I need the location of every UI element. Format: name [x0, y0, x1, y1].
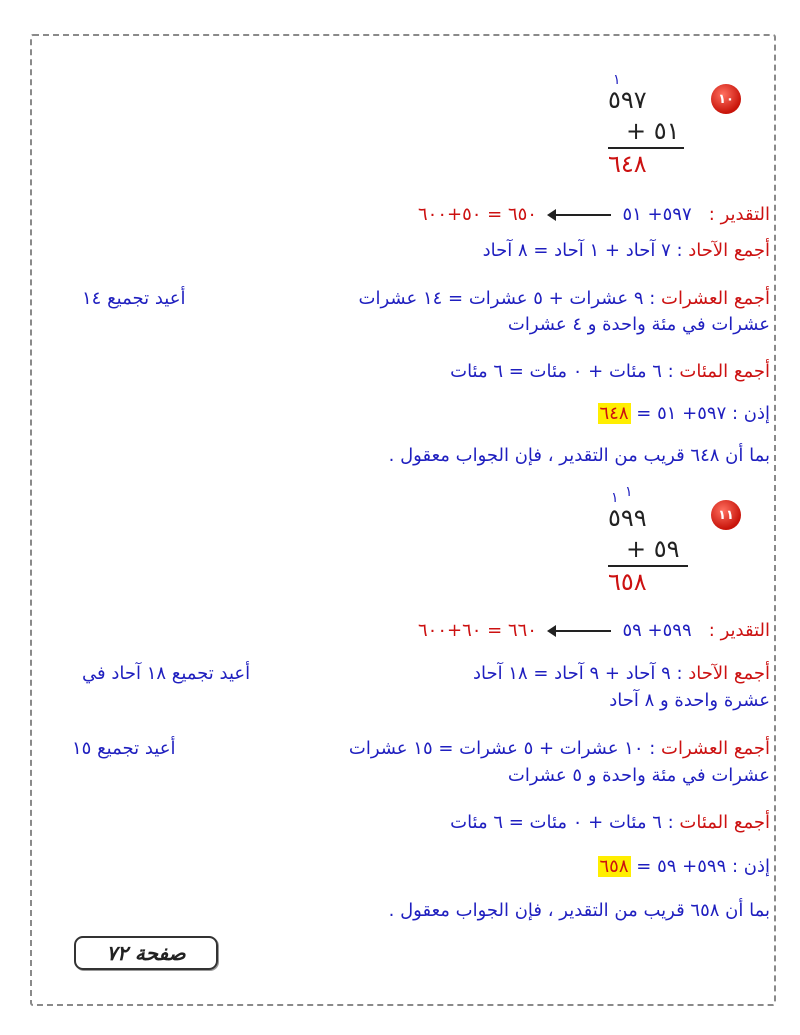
- ones-continued: عشرة واحدة و ٨ آحاد: [609, 690, 770, 711]
- problem-11-badge: ١١: [711, 500, 741, 530]
- hundreds-text: : ٦ مئات + ٠ مئات = ٦ مئات: [450, 361, 674, 382]
- ones-step: [473, 663, 770, 684]
- hundreds-label: أجمع المئات: [679, 361, 770, 382]
- sum-rule: [608, 565, 688, 567]
- addend-top: ٥٩٩: [608, 504, 647, 532]
- estimate-result: ٦٦٠ = ٦٠+٦٠٠: [417, 620, 537, 641]
- ones-text: : ٧ آحاد + ١ آحاد = ٨ آحاد: [482, 240, 683, 261]
- carry-digit: ١: [611, 490, 619, 506]
- estimate-line: [418, 204, 770, 225]
- answer-highlight: ٦٤٨: [599, 403, 629, 424]
- addend-top: ٥٩٧: [608, 86, 647, 114]
- hundreds-label: أجمع المئات: [679, 812, 770, 833]
- then-line: [598, 856, 770, 877]
- arrow-icon: [549, 214, 611, 216]
- estimate-label: التقدير :: [708, 204, 770, 225]
- tens-step: [359, 288, 770, 309]
- tens-continued: عشرات في مئة واحدة و ٥ عشرات: [507, 765, 770, 786]
- tens-label: أجمع العشرات: [661, 738, 770, 759]
- estimate-result: ٦٥٠ = ٥٠+٦٠٠: [417, 204, 537, 225]
- hundreds-text: : ٦ مئات + ٠ مئات = ٦ مئات: [450, 812, 674, 833]
- sum-rule: [608, 147, 684, 149]
- tens-step: [349, 738, 770, 759]
- arrow-icon: [549, 630, 611, 632]
- conclusion: بما أن ٦٥٨ قريب من التقدير ، فإن الجواب معقول .: [388, 900, 770, 921]
- addend-bottom: ٥١ +: [626, 117, 680, 145]
- ones-step: [483, 240, 770, 261]
- hundreds-step: [450, 361, 770, 382]
- estimate-line: [418, 620, 770, 641]
- tens-text: : ١٠ عشرات + ٥ عشرات = ١٥ عشرات: [348, 738, 656, 759]
- ones-regroup: أعيد تجميع ١٨ آحاد في: [82, 663, 251, 684]
- then-expression: إذن : ٥٩٧+ ٥١ =: [636, 403, 770, 424]
- problem-10-badge: ١٠: [711, 84, 741, 114]
- sum-result: ٦٤٨: [608, 150, 647, 178]
- ones-label: أجمع الآحاد: [688, 663, 770, 684]
- addend-bottom: ٥٩ +: [626, 535, 680, 563]
- conclusion: بما أن ٦٤٨ قريب من التقدير ، فإن الجواب معقول .: [388, 445, 770, 466]
- carry-digit: ١: [625, 484, 633, 500]
- then-line: [598, 403, 770, 424]
- tens-text: : ٩ عشرات + ٥ عشرات = ١٤ عشرات: [358, 288, 656, 309]
- hundreds-step: [450, 812, 770, 833]
- estimate-expression: ٥٩٧+ ٥١: [622, 204, 692, 225]
- estimate-expression: ٥٩٩+ ٥٩: [622, 620, 692, 641]
- answer-highlight: ٦٥٨: [599, 856, 629, 877]
- estimate-label: التقدير :: [708, 620, 770, 641]
- sum-result: ٦٥٨: [608, 568, 647, 596]
- then-expression: إذن : ٥٩٩+ ٥٩ =: [636, 856, 770, 877]
- tens-continued: عشرات في مئة واحدة و ٤ عشرات: [507, 314, 770, 335]
- carry-digit: ١: [613, 72, 621, 88]
- ones-label: أجمع الآحاد: [688, 240, 770, 261]
- tens-regroup: أعيد تجميع ١٥: [72, 738, 176, 759]
- tens-regroup: أعيد تجميع ١٤: [82, 288, 186, 309]
- tens-label: أجمع العشرات: [661, 288, 770, 309]
- ones-text: : ٩ آحاد + ٩ آحاد = ١٨ آحاد: [472, 663, 683, 684]
- page-number-label: صفحة ٧٢: [74, 936, 218, 970]
